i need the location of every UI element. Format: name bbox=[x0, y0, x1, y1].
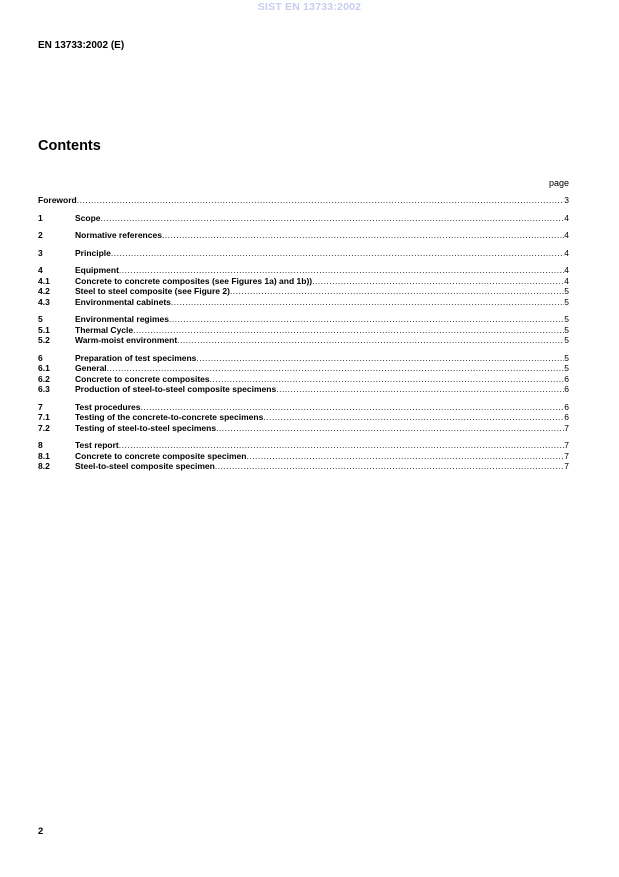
toc-entry-page: 7 bbox=[564, 422, 569, 433]
toc-entry-page: 7 bbox=[564, 461, 569, 471]
toc-entry-page: 4 bbox=[564, 247, 569, 258]
toc-entry-number: 7 bbox=[38, 401, 43, 412]
toc-entry[interactable] bbox=[38, 363, 569, 374]
page-title: Contents bbox=[38, 138, 101, 154]
toc-entry[interactable] bbox=[38, 451, 569, 462]
toc-entry-number: 7.2 bbox=[38, 422, 50, 433]
toc-entry[interactable] bbox=[38, 213, 569, 224]
toc-leader-dots bbox=[111, 248, 564, 259]
toc-entry-page: 5 bbox=[564, 286, 569, 296]
toc-entry[interactable] bbox=[38, 297, 569, 308]
toc-leader-dots bbox=[162, 230, 564, 241]
watermark-text: SIST EN 13733:2002 bbox=[257, 1, 362, 13]
toc-leader-dots bbox=[169, 314, 564, 325]
toc-leader-dots bbox=[119, 440, 564, 451]
document-id: EN 13733:2002 (E) bbox=[38, 40, 125, 51]
toc-leader-dots bbox=[177, 335, 564, 346]
toc-entry[interactable] bbox=[38, 374, 569, 385]
toc-entry[interactable] bbox=[38, 423, 569, 434]
toc-leader-dots bbox=[133, 325, 564, 336]
toc-entry-title: Warm-moist environment bbox=[75, 335, 178, 345]
toc-entry-number: 1 bbox=[38, 212, 43, 223]
toc-entry[interactable] bbox=[38, 230, 569, 241]
toc-entry[interactable] bbox=[38, 195, 569, 206]
toc-entry[interactable] bbox=[38, 384, 569, 395]
toc-entry-title: Thermal Cycle bbox=[75, 324, 134, 335]
toc-entry-page: 4 bbox=[564, 230, 569, 240]
toc-leader-dots bbox=[107, 363, 565, 374]
toc-leader-dots bbox=[119, 265, 564, 276]
toc-entry[interactable] bbox=[38, 325, 569, 336]
toc-entry-title: Concrete to concrete composites bbox=[75, 373, 210, 384]
toc-entry-page: 6 bbox=[564, 412, 569, 422]
toc-entry-page: 5 bbox=[564, 296, 569, 307]
toc-entry-page: 6 bbox=[564, 384, 569, 394]
page-number: 2 bbox=[38, 826, 44, 837]
toc-entry-title: Testing of the concrete-to-concrete specimens bbox=[75, 412, 264, 422]
toc-entry[interactable] bbox=[38, 353, 569, 364]
toc-entry-page: 5 bbox=[564, 352, 569, 363]
toc-entry-number: 2 bbox=[38, 230, 43, 240]
toc-entry-page: 6 bbox=[564, 401, 569, 412]
toc-entry-page: 5 bbox=[564, 363, 569, 373]
toc-leader-dots bbox=[101, 213, 565, 224]
toc-leader-dots bbox=[246, 451, 564, 462]
toc-entry-number: 7.1 bbox=[38, 412, 50, 422]
toc-entry-page: 4 bbox=[564, 275, 569, 286]
toc-entry-number: 6.3 bbox=[38, 384, 50, 394]
toc-entry[interactable] bbox=[38, 335, 569, 346]
toc-entry-title: Production of steel-to-steel composite specimens bbox=[75, 384, 277, 394]
toc-entry-title: Preparation of test specimens bbox=[75, 352, 197, 363]
toc-entry-title: Principle bbox=[75, 247, 111, 258]
toc-entry-page: 4 bbox=[564, 212, 569, 223]
toc-entry-title: General bbox=[75, 363, 107, 373]
toc-leader-dots bbox=[171, 297, 564, 308]
toc-entry[interactable] bbox=[38, 440, 569, 451]
toc-entry-page: 3 bbox=[564, 195, 569, 205]
toc-leader-dots bbox=[77, 195, 565, 206]
toc-entry[interactable] bbox=[38, 402, 569, 413]
toc-leader-dots bbox=[210, 374, 565, 385]
toc-entry[interactable] bbox=[38, 461, 569, 472]
toc-entry-title: Testing of steel-to-steel specimens bbox=[75, 422, 217, 433]
toc-entry-number: 8.2 bbox=[38, 461, 50, 471]
toc-entry-number: 4.1 bbox=[38, 275, 50, 286]
toc-entry-page: 5 bbox=[564, 335, 569, 345]
toc-entry[interactable] bbox=[38, 286, 569, 297]
toc-leader-dots bbox=[216, 423, 564, 434]
toc-entry-number: 6.1 bbox=[38, 363, 50, 373]
toc-entry-page: 5 bbox=[564, 314, 569, 324]
toc-entry-number: 4.2 bbox=[38, 286, 50, 296]
toc-entry-number: 5.2 bbox=[38, 335, 50, 345]
toc-entry-page: 7 bbox=[564, 440, 569, 450]
toc-entry-number: 6 bbox=[38, 352, 43, 363]
toc-entry-number: 5 bbox=[38, 314, 43, 324]
toc-entry-number: 8 bbox=[38, 440, 43, 450]
toc-entry-number: 3 bbox=[38, 247, 43, 258]
toc-entry-title: Normative references bbox=[75, 230, 162, 240]
toc-entry-page: 6 bbox=[564, 373, 569, 384]
toc-leader-dots bbox=[312, 276, 564, 287]
toc-entry-title: Environmental cabinets bbox=[75, 296, 171, 307]
toc-entry-number: 8.1 bbox=[38, 450, 50, 461]
toc-entry-page: 4 bbox=[564, 265, 569, 275]
toc-entry[interactable] bbox=[38, 412, 569, 423]
toc-entry[interactable] bbox=[38, 276, 569, 287]
toc-entry-number: 5.1 bbox=[38, 324, 50, 335]
toc-entry-title: Scope bbox=[75, 212, 101, 223]
toc-leader-dots bbox=[230, 286, 564, 297]
toc-entry-number: 4.3 bbox=[38, 296, 50, 307]
toc-entry[interactable] bbox=[38, 248, 569, 259]
toc-entry[interactable] bbox=[38, 265, 569, 276]
toc-leader-dots bbox=[215, 461, 564, 472]
toc-entry-number: 6.2 bbox=[38, 373, 50, 384]
toc-entry-page: 5 bbox=[564, 324, 569, 335]
toc-entry-page: 7 bbox=[564, 450, 569, 461]
toc-entry-title: Steel-to-steel composite specimen bbox=[75, 461, 215, 471]
toc-leader-dots bbox=[263, 412, 564, 423]
toc-entry-title: Environmental regimes bbox=[75, 314, 170, 324]
toc-entry-title: Test procedures bbox=[75, 401, 141, 412]
toc-entry-title: Equipment bbox=[75, 265, 119, 275]
toc-entry-title: Steel to steel composite (see Figure 2) bbox=[75, 286, 230, 296]
toc-entry-title: Foreword bbox=[38, 195, 77, 205]
toc-entry-title: Concrete to concrete composites (see Figures 1a) and 1b)) bbox=[75, 275, 313, 286]
toc-entry[interactable] bbox=[38, 314, 569, 325]
toc-entry-title: Test report bbox=[75, 440, 119, 450]
toc-leader-dots bbox=[141, 402, 565, 413]
table-of-contents bbox=[38, 195, 569, 472]
toc-leader-dots bbox=[276, 384, 564, 395]
toc-leader-dots bbox=[196, 353, 564, 364]
toc-entry-number: 4 bbox=[38, 265, 43, 275]
toc-entry-title: Concrete to concrete composite specimen bbox=[75, 450, 247, 461]
page-column-label: page bbox=[548, 178, 569, 188]
